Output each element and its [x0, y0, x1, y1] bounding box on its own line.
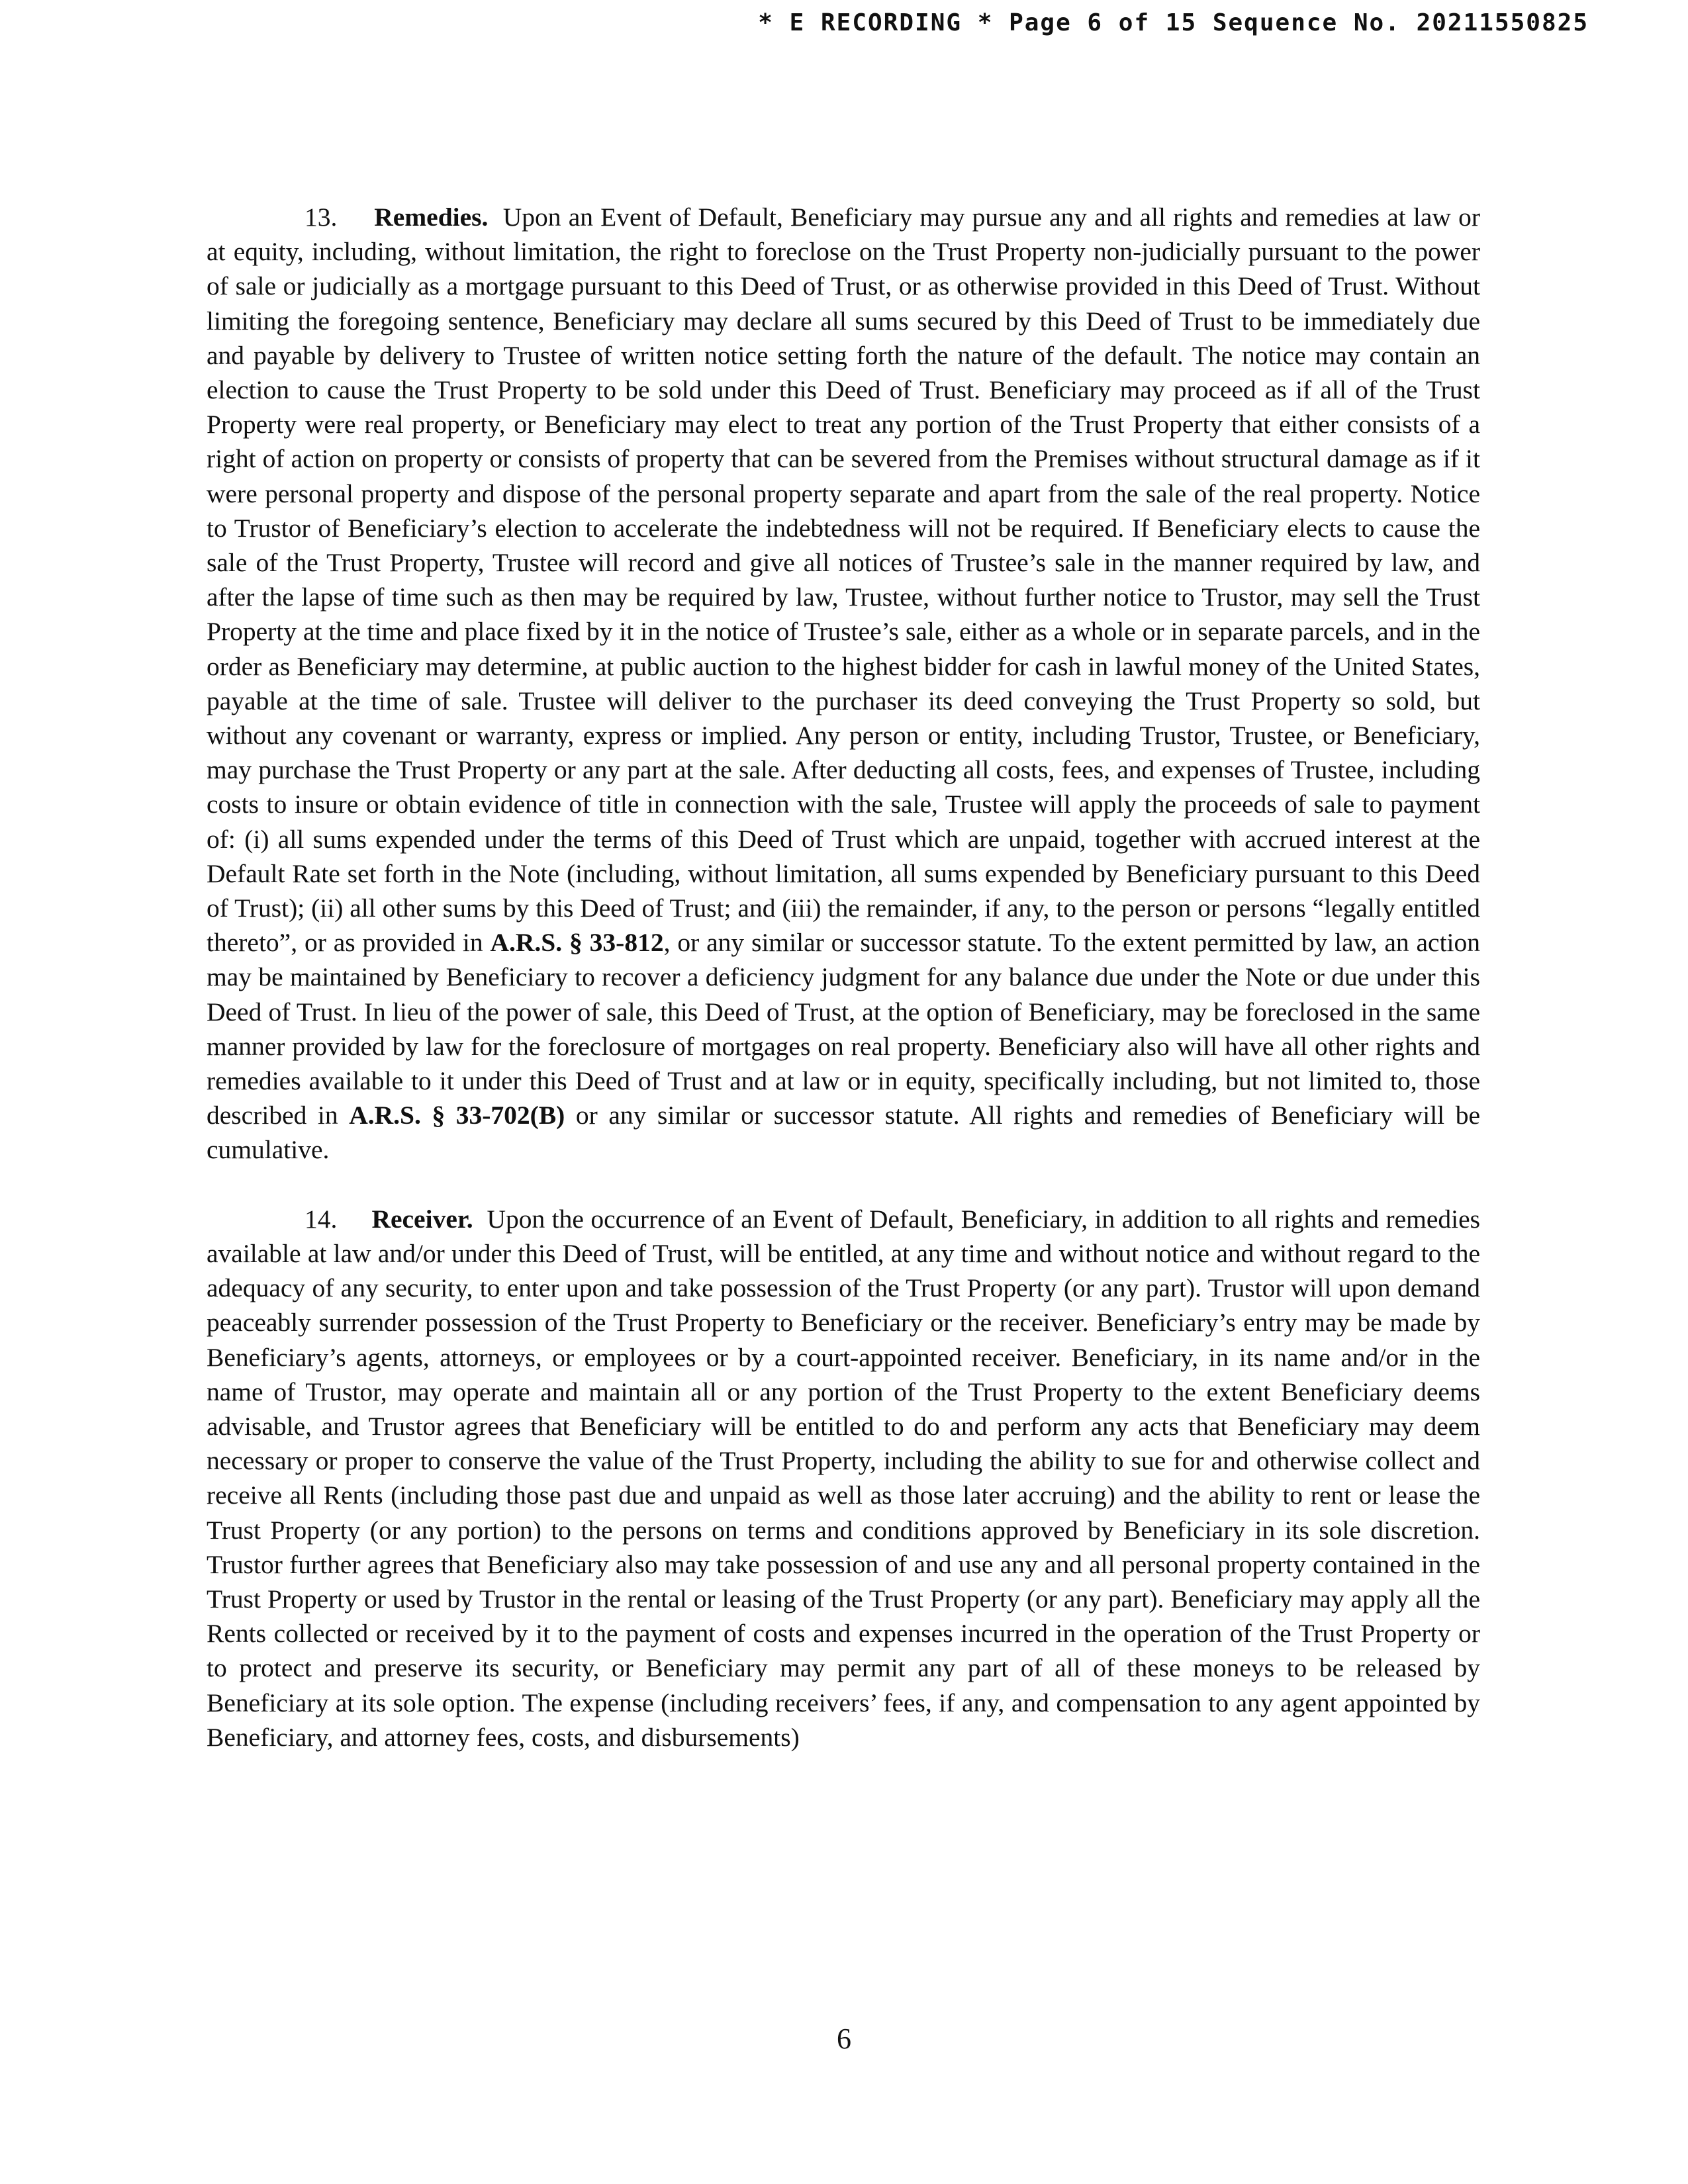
section-heading: Remedies.: [374, 203, 489, 232]
page-number: 6: [837, 2023, 851, 2055]
section-text: Upon the occurrence of an Event of Default, Beneficiary, in addition to all rights and remedies available at law and/or under this Deed of Trust, will be entitled, at any time and without notice and without regard to the adequacy of any security, to enter upon and take possession of the Trust Property (or any part). Trustor will upon demand peaceably surrender possession of the Trust Property to Beneficiary or the receiver. Beneficiary’s entry may be made by Beneficiary’s agents, attorneys, or employees or by a court-appointed receiver. Beneficiary, in its name and/or in the name of Trustor, may operate and maintain all or any portion of the Trust Property to the extent Beneficiary deems advisable, and Trustor agrees that Beneficiary will be entitled to do and perform any acts that Beneficiary may deem necessary or proper to conserve the value of the Trust Property, including the ability to sue for and otherwise collect and receive all Rents (including those past due and unpaid as well as those later accruing) and the ability to rent or lease the Trust Property (or any portion) to the persons on terms and conditions approved by Beneficiary in its sole discretion. Trustor further agrees that Beneficiary also may take possession of and use any and all personal property contained in the Trust Property or used by Trustor in the rental or leasing of the Trust Property (or any part). Beneficiary may apply all the Rents collected or received by it to the payment of costs and expenses incurred in the operation of the Trust Property or to protect and preserve its security, or Beneficiary may permit any part of all of these moneys to be released by Beneficiary at its sole option. The expense (including receivers’ fees, if any, and compensation to any agent appointed by Beneficiary, and attorney fees, costs, and disbursements): [207, 1204, 1481, 1752]
section-13-remedies: [207, 200, 1480, 1167]
section-number: 13.: [305, 203, 338, 232]
section-number: 14.: [305, 1204, 338, 1234]
document-body: [207, 200, 1480, 1789]
section-text: , or any similar or successor statute. To the extent permitted by law, an action may be maintained by Beneficiary to recover a deficiency judgment for any balance due under the Note or due under this Deed of Trust. In lieu of the power of sale, this Deed of Trust, at the option of Beneficiary, may be foreclosed in the same manner provided by law for the foreclosure of mortgages on real property. Beneficiary also will have all other rights and remedies available to it under this Deed of Trust and at law or in equity, specifically including, but not limited to, those described in: [207, 928, 1481, 1130]
section-heading: Receiver.: [371, 1204, 473, 1234]
recording-stamp: * E RECORDING * Page 6 of 15 Sequence No. 20211550825: [758, 9, 1589, 36]
statute-reference: A.R.S. § 33-812: [490, 928, 664, 958]
section-text: Upon an Event of Default, Beneficiary may pursue any and all rights and remedies at law or at equity, including, without limitation, the right to foreclose on the Trust Property non-judicially pursuant to the power of sale or judicially as a mortgage pursuant to this Deed of Trust, or as otherwise provided in this Deed of Trust. Without limiting the foregoing sentence, Beneficiary may declare all sums secured by this Deed of Trust to be immediately due and payable by delivery to Trustee of written notice setting forth the nature of the default. The notice may contain an election to cause the Trust Property to be sold under this Deed of Trust. Beneficiary may proceed as if all of the Trust Property were real property, or Beneficiary may elect to treat any portion of the Trust Property that either consists of a right of action on property or consists of property that can be severed from the Premises without structural damage as if it were personal property and dispose of the personal property separate and apart from the sale of the real property. Notice to Trustor of Beneficiary’s election to accelerate the indebtedness will not be required. If Beneficiary elects to cause the sale of the Trust Property, Trustee will record and give all notices of Trustee’s sale in the manner required by law, and after the lapse of time such as then may be required by law, Trustee, without further notice to Trustor, may sell the Trust Property at the time and place fixed by it in the notice of Trustee’s sale, either as a whole or in separate parcels, and in the order as Beneficiary may determine, at public auction to the highest bidder for cash in lawful money of the United States, payable at the time of sale. Trustee will deliver to the purchaser its deed conveying the Trust Property so sold, but without any covenant or warranty, express or implied. Any person or entity, including Trustor, Trustee, or Beneficiary, may purchase the Trust Property or any part at the sale. After deducting all costs, fees, and expenses of Trustee, including costs to insure or obtain evidence of title in connection with the sale, Trustee will apply the proceeds of sale to payment of: (i) all sums expended under the terms of this Deed of Trust which are unpaid, together with accrued interest at the Default Rate set forth in the Note (including, without limitation, all sums expended by Beneficiary pursuant to this Deed of Trust); (ii) all other sums by this Deed of Trust; and (iii) the remainder, if any, to the person or persons “legally entitled thereto”, or as provided in: [207, 203, 1480, 958]
statute-reference: A.R.S. § 33-702(B): [349, 1101, 565, 1130]
section-14-receiver: [207, 1202, 1480, 1754]
section-text: or any similar or successor statute. All rights and remedies of Beneficiary will be cumulative.: [207, 1101, 1481, 1165]
